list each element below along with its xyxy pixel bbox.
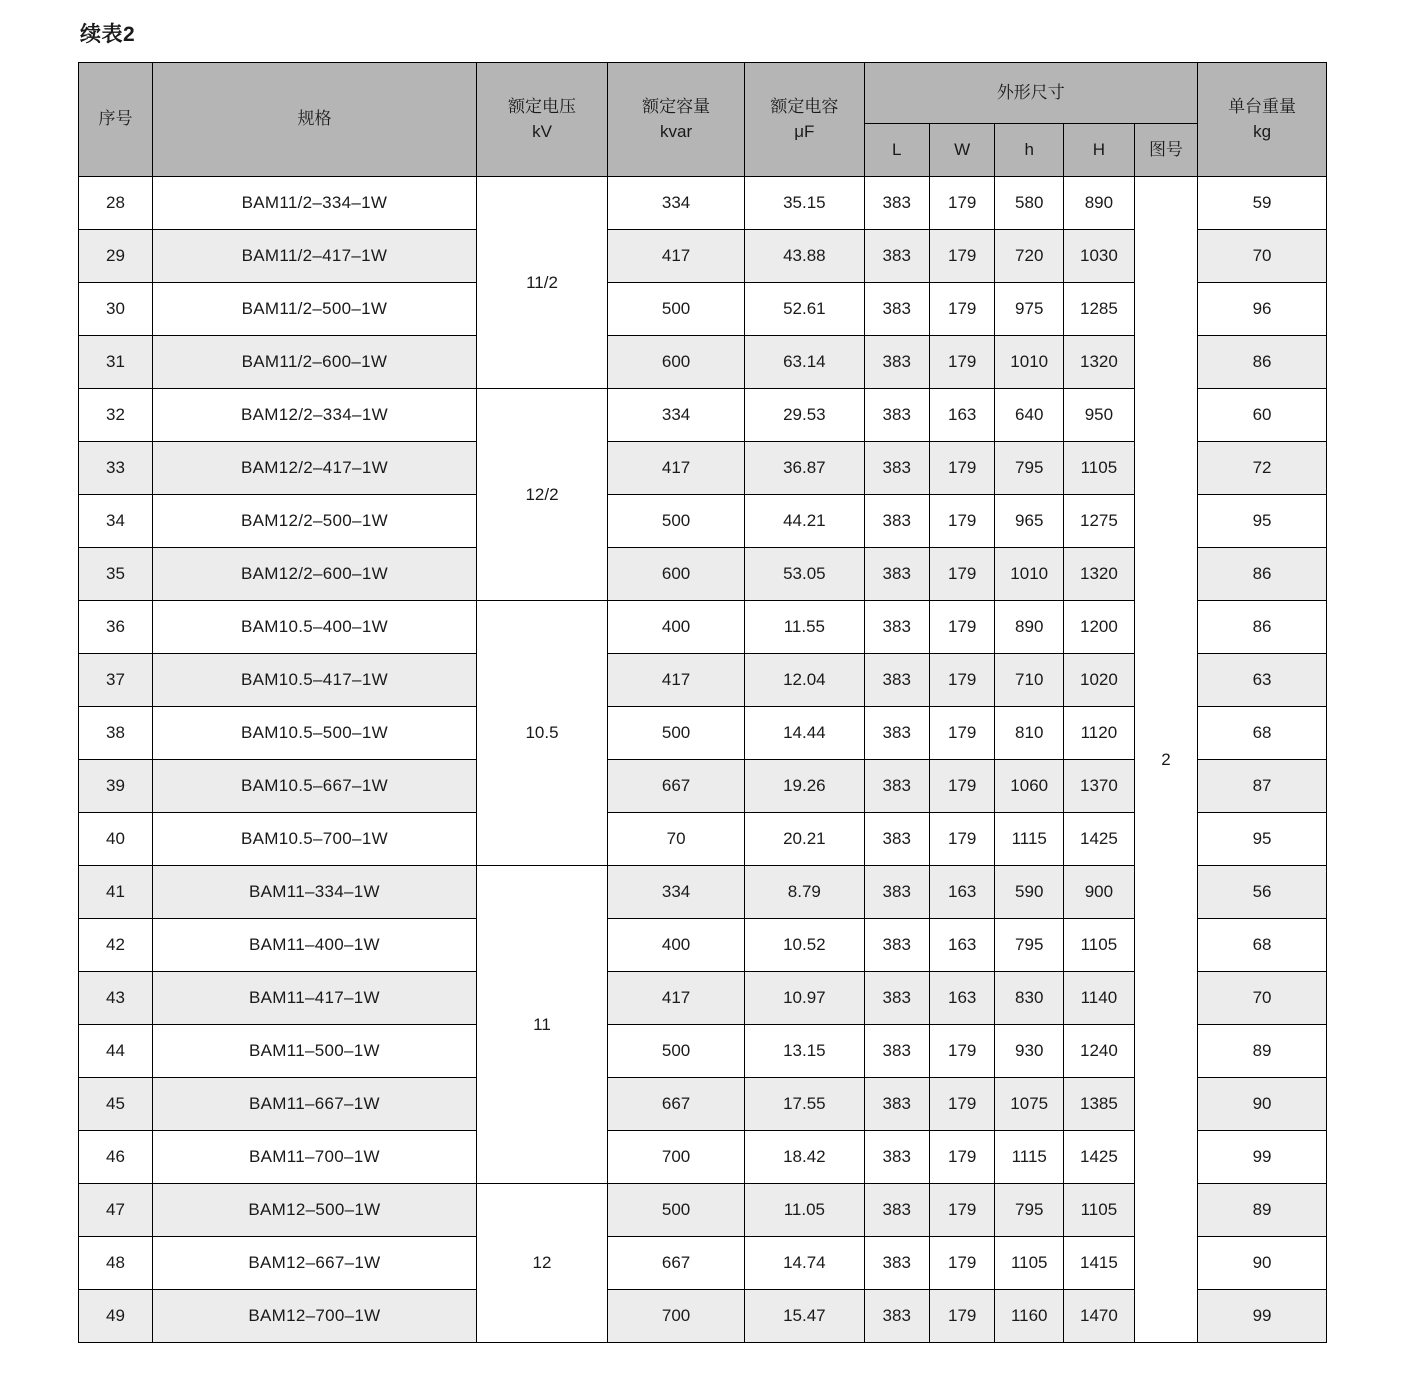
cell-index: 48 [79,1237,153,1290]
header-rated-capacity-label: 额定容量 [642,96,711,116]
cell-dim-l: 383 [864,1131,929,1184]
cell-index: 29 [79,230,153,283]
cell-dim-l: 383 [864,707,929,760]
cell-dim-h-small: 930 [995,1025,1064,1078]
cell-unit-weight: 86 [1198,548,1327,601]
header-spec: 规格 [152,63,476,177]
cell-dim-w: 163 [929,389,994,442]
cell-rated-capacitance: 14.44 [745,707,864,760]
cell-dim-h-large: 1030 [1064,230,1135,283]
cell-spec: BAM11–334–1W [152,866,476,919]
cell-spec: BAM10.5–417–1W [152,654,476,707]
cell-unit-weight: 72 [1198,442,1327,495]
cell-dim-w: 179 [929,230,994,283]
cell-unit-weight: 68 [1198,707,1327,760]
cell-rated-capacity: 500 [607,1184,744,1237]
cell-spec: BAM12–700–1W [152,1290,476,1343]
cell-dim-h-large: 1320 [1064,548,1135,601]
cell-rated-capacitance: 53.05 [745,548,864,601]
cell-rated-capacitance: 11.05 [745,1184,864,1237]
cell-unit-weight: 95 [1198,495,1327,548]
cell-dim-w: 179 [929,1290,994,1343]
cell-spec: BAM11–667–1W [152,1078,476,1131]
cell-rated-capacity: 334 [607,177,744,230]
cell-rated-capacitance: 44.21 [745,495,864,548]
cell-dim-h-small: 975 [995,283,1064,336]
cell-dim-h-large: 890 [1064,177,1135,230]
cell-dim-l: 383 [864,1078,929,1131]
cell-spec: BAM10.5–500–1W [152,707,476,760]
cell-unit-weight: 60 [1198,389,1327,442]
cell-rated-capacity: 500 [607,1025,744,1078]
cell-rated-capacity: 700 [607,1131,744,1184]
cell-rated-capacity: 417 [607,230,744,283]
cell-rated-capacitance: 43.88 [745,230,864,283]
cell-rated-capacity: 667 [607,1078,744,1131]
cell-index: 37 [79,654,153,707]
cell-index: 44 [79,1025,153,1078]
cell-dim-h-small: 1105 [995,1237,1064,1290]
cell-dim-w: 179 [929,1078,994,1131]
cell-index: 32 [79,389,153,442]
cell-dim-l: 383 [864,389,929,442]
header-unit-weight-label: 单台重量 [1228,96,1297,116]
cell-dim-h-large: 1415 [1064,1237,1135,1290]
cell-unit-weight: 68 [1198,919,1327,972]
cell-dim-h-small: 795 [995,442,1064,495]
cell-unit-weight: 90 [1198,1237,1327,1290]
cell-spec: BAM12–667–1W [152,1237,476,1290]
cell-rated-capacity: 334 [607,389,744,442]
cell-dim-w: 179 [929,177,994,230]
cell-index: 41 [79,866,153,919]
cell-index: 30 [79,283,153,336]
cell-dim-h-large: 1285 [1064,283,1135,336]
cell-dim-l: 383 [864,283,929,336]
cell-unit-weight: 86 [1198,601,1327,654]
cell-dim-w: 163 [929,972,994,1025]
cell-index: 36 [79,601,153,654]
cell-dim-w: 179 [929,1131,994,1184]
cell-spec: BAM12–500–1W [152,1184,476,1237]
cell-spec: BAM12/2–500–1W [152,495,476,548]
header-rated-capacitance [745,63,864,177]
cell-dim-h-large: 900 [1064,866,1135,919]
cell-dim-w: 179 [929,760,994,813]
cell-dim-l: 383 [864,919,929,972]
cell-spec: BAM11/2–600–1W [152,336,476,389]
cell-rated-capacity: 667 [607,1237,744,1290]
cell-unit-weight: 99 [1198,1131,1327,1184]
cell-rated-capacitance: 8.79 [745,866,864,919]
cell-rated-capacity: 500 [607,495,744,548]
cell-dim-w: 179 [929,1237,994,1290]
header-dim-l: L [864,124,929,177]
cell-spec: BAM11–400–1W [152,919,476,972]
cell-dim-l: 383 [864,177,929,230]
cell-dim-h-large: 1240 [1064,1025,1135,1078]
cell-spec: BAM11–700–1W [152,1131,476,1184]
cell-dim-h-large: 950 [1064,389,1135,442]
cell-dim-h-small: 810 [995,707,1064,760]
cell-dim-h-large: 1275 [1064,495,1135,548]
cell-drawing-no: 2 [1134,177,1197,1343]
cell-rated-capacitance: 10.97 [745,972,864,1025]
cell-dim-h-large: 1425 [1064,1131,1135,1184]
header-dim-w: W [929,124,994,177]
cell-dim-h-large: 1425 [1064,813,1135,866]
cell-unit-weight: 89 [1198,1184,1327,1237]
cell-rated-capacitance: 10.52 [745,919,864,972]
cell-dim-l: 383 [864,336,929,389]
cell-rated-capacity: 667 [607,760,744,813]
cell-rated-capacity: 400 [607,601,744,654]
cell-dim-l: 383 [864,760,929,813]
cell-dim-w: 179 [929,442,994,495]
cell-dim-w: 179 [929,1184,994,1237]
cell-rated-capacity: 600 [607,548,744,601]
cell-rated-capacity: 600 [607,336,744,389]
cell-rated-capacitance: 63.14 [745,336,864,389]
cell-dim-l: 383 [864,654,929,707]
cell-unit-weight: 99 [1198,1290,1327,1343]
cell-dim-h-small: 1075 [995,1078,1064,1131]
cell-dim-l: 383 [864,1025,929,1078]
cell-dim-w: 163 [929,919,994,972]
cell-unit-weight: 87 [1198,760,1327,813]
cell-index: 35 [79,548,153,601]
cell-spec: BAM12/2–417–1W [152,442,476,495]
cell-rated-capacitance: 15.47 [745,1290,864,1343]
cell-dim-h-small: 1160 [995,1290,1064,1343]
cell-rated-capacity: 334 [607,866,744,919]
header-index: 序号 [79,63,153,177]
header-dim-h-small: h [995,124,1064,177]
cell-rated-capacity: 500 [607,283,744,336]
cell-spec: BAM12/2–334–1W [152,389,476,442]
cell-rated-capacitance: 12.04 [745,654,864,707]
cell-rated-capacitance: 52.61 [745,283,864,336]
cell-index: 43 [79,972,153,1025]
cell-unit-weight: 90 [1198,1078,1327,1131]
cell-spec: BAM10.5–400–1W [152,601,476,654]
cell-dim-h-small: 795 [995,919,1064,972]
cell-dim-w: 179 [929,654,994,707]
cell-rated-capacity: 70 [607,813,744,866]
cell-rated-capacity: 417 [607,442,744,495]
cell-dim-h-small: 590 [995,866,1064,919]
cell-rated-capacity: 417 [607,972,744,1025]
cell-rated-capacitance: 20.21 [745,813,864,866]
cell-index: 40 [79,813,153,866]
cell-dim-h-small: 965 [995,495,1064,548]
cell-index: 38 [79,707,153,760]
specification-table [78,62,1327,1343]
cell-dim-h-small: 640 [995,389,1064,442]
cell-dim-h-small: 720 [995,230,1064,283]
cell-index: 49 [79,1290,153,1343]
header-rated-capacitance-label: 额定电容 [770,96,839,116]
cell-dim-l: 383 [864,1184,929,1237]
cell-dim-h-small: 710 [995,654,1064,707]
cell-index: 42 [79,919,153,972]
cell-dim-l: 383 [864,601,929,654]
cell-rated-capacitance: 29.53 [745,389,864,442]
cell-rated-capacitance: 11.55 [745,601,864,654]
cell-index: 46 [79,1131,153,1184]
cell-dim-h-large: 1140 [1064,972,1135,1025]
table-row [79,177,1327,230]
cell-dim-h-large: 1120 [1064,707,1135,760]
cell-dim-w: 179 [929,336,994,389]
cell-rated-capacity: 417 [607,654,744,707]
cell-dim-w: 179 [929,601,994,654]
cell-dim-h-large: 1470 [1064,1290,1135,1343]
cell-rated-voltage: 12 [477,1184,608,1343]
cell-unit-weight: 70 [1198,230,1327,283]
cell-dim-l: 383 [864,495,929,548]
cell-dim-l: 383 [864,548,929,601]
cell-dim-w: 179 [929,283,994,336]
cell-rated-capacitance: 35.15 [745,177,864,230]
cell-dim-h-large: 1320 [1064,336,1135,389]
cell-dim-h-small: 1060 [995,760,1064,813]
cell-dim-h-small: 1010 [995,548,1064,601]
cell-rated-capacitance: 36.87 [745,442,864,495]
header-drawing-no: 图号 [1134,124,1197,177]
cell-index: 31 [79,336,153,389]
cell-dim-h-small: 1115 [995,1131,1064,1184]
cell-rated-voltage: 11 [477,866,608,1184]
header-unit-weight [1198,63,1327,177]
cell-unit-weight: 89 [1198,1025,1327,1078]
table-body [79,177,1327,1343]
cell-index: 34 [79,495,153,548]
cell-dim-l: 383 [864,1290,929,1343]
cell-rated-capacitance: 17.55 [745,1078,864,1131]
cell-dim-h-large: 1105 [1064,919,1135,972]
header-unit-weight-unit: kg [1253,121,1272,141]
header-rated-voltage-label: 额定电压 [507,96,576,116]
cell-unit-weight: 59 [1198,177,1327,230]
cell-index: 39 [79,760,153,813]
header-rated-capacity [607,63,744,177]
cell-unit-weight: 70 [1198,972,1327,1025]
cell-dim-h-large: 1385 [1064,1078,1135,1131]
cell-dim-w: 179 [929,813,994,866]
page-title: 续表2 [80,23,136,46]
cell-dim-l: 383 [864,972,929,1025]
cell-dim-l: 383 [864,866,929,919]
cell-dim-w: 179 [929,1025,994,1078]
cell-index: 45 [79,1078,153,1131]
header-dim-h-large: H [1064,124,1135,177]
cell-dim-h-small: 1115 [995,813,1064,866]
cell-rated-capacity: 500 [607,707,744,760]
cell-spec: BAM10.5–667–1W [152,760,476,813]
cell-rated-capacity: 700 [607,1290,744,1343]
cell-unit-weight: 96 [1198,283,1327,336]
cell-dim-h-small: 795 [995,1184,1064,1237]
cell-dim-l: 383 [864,230,929,283]
cell-dim-h-large: 1105 [1064,442,1135,495]
cell-dim-w: 179 [929,495,994,548]
cell-dim-l: 383 [864,1237,929,1290]
cell-rated-capacitance: 19.26 [745,760,864,813]
cell-dim-h-small: 830 [995,972,1064,1025]
cell-dim-h-large: 1105 [1064,1184,1135,1237]
cell-rated-capacitance: 13.15 [745,1025,864,1078]
cell-dim-h-large: 1200 [1064,601,1135,654]
cell-rated-voltage: 11/2 [477,177,608,389]
cell-dim-h-small: 580 [995,177,1064,230]
cell-unit-weight: 95 [1198,813,1327,866]
cell-spec: BAM12/2–600–1W [152,548,476,601]
cell-rated-capacitance: 18.42 [745,1131,864,1184]
cell-dim-w: 163 [929,866,994,919]
cell-rated-capacitance: 14.74 [745,1237,864,1290]
table-header [79,63,1327,177]
cell-dim-h-large: 1020 [1064,654,1135,707]
cell-rated-voltage: 10.5 [477,601,608,866]
cell-unit-weight: 56 [1198,866,1327,919]
cell-spec: BAM11/2–500–1W [152,283,476,336]
cell-dim-l: 383 [864,813,929,866]
cell-spec: BAM11–417–1W [152,972,476,1025]
cell-index: 47 [79,1184,153,1237]
cell-dim-w: 179 [929,548,994,601]
cell-dim-h-small: 1010 [995,336,1064,389]
cell-index: 33 [79,442,153,495]
cell-unit-weight: 63 [1198,654,1327,707]
header-rated-capacity-unit: kvar [660,121,693,141]
cell-dim-l: 383 [864,442,929,495]
cell-dim-w: 179 [929,707,994,760]
cell-spec: BAM11–500–1W [152,1025,476,1078]
header-rated-capacitance-unit: μF [794,121,815,141]
cell-unit-weight: 86 [1198,336,1327,389]
cell-rated-voltage: 12/2 [477,389,608,601]
cell-spec: BAM11/2–417–1W [152,230,476,283]
cell-spec: BAM11/2–334–1W [152,177,476,230]
header-rated-voltage [477,63,608,177]
cell-spec: BAM10.5–700–1W [152,813,476,866]
cell-index: 28 [79,177,153,230]
header-dimensions: 外形尺寸 [864,63,1198,124]
cell-dim-h-large: 1370 [1064,760,1135,813]
header-rated-voltage-unit: kV [532,121,552,141]
cell-dim-h-small: 890 [995,601,1064,654]
cell-rated-capacity: 400 [607,919,744,972]
